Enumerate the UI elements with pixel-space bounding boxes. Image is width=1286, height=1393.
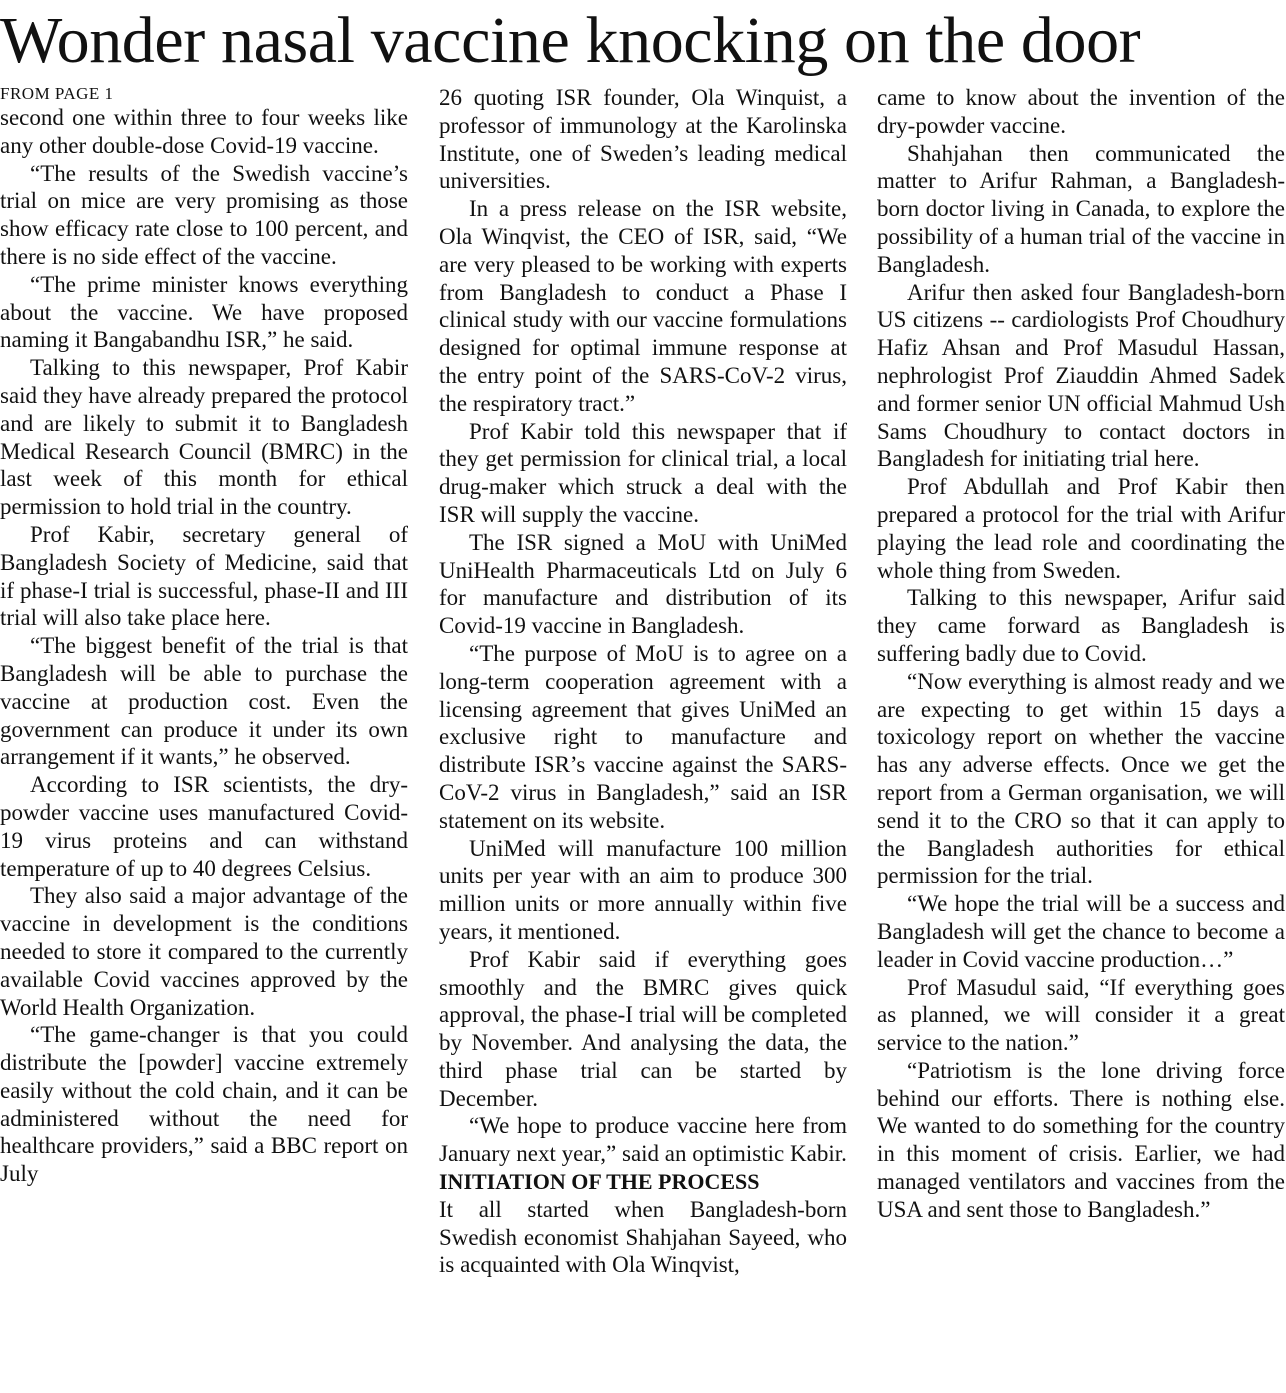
headline: Wonder nasal vaccine knocking on the door [0, 4, 1141, 77]
paragraph: Shahjahan then communicated the matter to Arifur Rahman, a Bangladesh-born doctor living in Canada, to explore the possibility of a human trial of the vaccine in Bangladesh. [877, 140, 1285, 277]
paragraph: second one within three to four weeks like any other double-dose Covid-19 vaccine. [0, 105, 408, 158]
column-3 [877, 84, 1285, 1390]
paragraph: They also said a major advantage of the vaccine in development is the conditions needed to store it compared to the currently available Covid vaccines approved by the World Health Organization. [0, 883, 408, 1020]
paragraph: “The game-changer is that you could distribute the [powder] vaccine extremely easily without the cold chain, and it can be administered without the need for healthcare providers,” said a BBC report on July [0, 1022, 408, 1187]
paragraph: Prof Abdullah and Prof Kabir then prepared a protocol for the trial with Arifur playing the lead role and coordinating the whole thing from Sweden. [877, 474, 1285, 583]
kicker: FROM PAGE 1 [0, 84, 114, 103]
paragraph: “The purpose of MoU is to agree on a long-term cooperation agreement with a licensing agreement that gives UniMed an exclusive right to manufacture and distribute ISR’s vaccine against the SARS-CoV-2 virus in Bangladesh,” said an ISR statement on its website. [439, 640, 847, 833]
paragraph: “Patriotism is the lone driving force behind our efforts. There is nothing else. We wanted to do something for the country in this moment of crisis. Earlier, we had managed ventilators and vaccines from the USA and sent those to Bangladesh.” [877, 1057, 1285, 1222]
paragraph: In a press release on the ISR website, Ola Winqvist, the CEO of ISR, said, “We are very pleased to be working with experts from Bangladesh to conduct a Phase I clinical study with our vaccine formulations designed for optimal immune response at the entry point of the SARS-CoV-2 virus, the respiratory tract.” [439, 196, 847, 416]
paragraph: It all started when Bangladesh-born Swedish economist Shahjahan Sayeed, who is acquainted with Ola Winqvist, [439, 1196, 847, 1278]
paragraph: came to know about the invention of the dry-powder vaccine. [877, 85, 1285, 138]
paragraph: Talking to this newspaper, Prof Kabir said they have already prepared the protocol and are likely to submit it to Bangladesh Medical Research Council (BMRC) in the last week of this month for ethical permission to hold trial in the country. [0, 355, 408, 520]
column-1 [0, 84, 408, 1390]
paragraph: 26 quoting ISR founder, Ola Winquist, a professor of immunology at the Karolinska Institute, one of Sweden’s leading medical universities. [439, 85, 847, 194]
paragraph: Prof Kabir, secretary general of Bangladesh Society of Medicine, said that if phase-I trial is successful, phase-II and III trial will also take place here. [0, 521, 408, 631]
paragraph: Prof Kabir told this newspaper that if they get permission for clinical trial, a local drug-maker which struck a deal with the ISR will supply the vaccine. [439, 418, 847, 527]
paragraph: “The biggest benefit of the trial is that Bangladesh will be able to purchase the vaccine at production cost. Even the government can produce it under its own arrangement if it wants,” he observed. [0, 633, 408, 770]
subheading: INITIATION OF THE PROCESS [439, 1169, 760, 1195]
paragraph: UniMed will manufacture 100 million units per year with an aim to produce 300 million units or more annually within five years, it mentioned. [439, 835, 847, 944]
paragraph: “We hope the trial will be a success and Bangladesh will get the chance to become a leader in Covid vaccine production…” [877, 891, 1285, 972]
paragraph: According to ISR scientists, the dry-powder vaccine uses manufactured Covid-19 virus proteins and can withstand temperature of up to 40 degrees Celsius. [0, 772, 408, 881]
paragraph: “The results of the Swedish vaccine’s trial on mice are very promising as those show efficacy rate close to 100 percent, and there is no side effect of the vaccine. [0, 160, 408, 269]
paragraph: Prof Masudul said, “If everything goes as planned, we will consider it a great service to the nation.” [877, 974, 1285, 1056]
column-2 [439, 84, 847, 1390]
paragraph: The ISR signed a MoU with UniMed UniHealth Pharmaceuticals Ltd on July 6 for manufacture and distribution of its Covid-19 vaccine in Bangladesh. [439, 529, 847, 639]
paragraph: “The prime minister knows everything about the vaccine. We have proposed naming it Bangabandhu ISR,” he said. [0, 271, 408, 353]
paragraph: Arifur then asked four Bangladesh-born US citizens -- cardiologists Prof Choudhury Hafiz Ahsan and Prof Masudul Hassan, nephrologist Prof Ziauddin Ahmed Sadek and former senior UN official Mahmud Ush Sams Choudhury to contact doctors in Bangladesh for initiating trial here. [877, 279, 1285, 472]
paragraph: “Now everything is almost ready and we are expecting to get within 15 days a toxicology report on whether the vaccine has any adverse effects. Once we get the report from a German organisation, we will send it to the CRO so that it can apply to the Bangladesh authorities for ethical permission for the trial. [877, 668, 1285, 889]
paragraph: Talking to this newspaper, Arifur said they came forward as Bangladesh is suffering badly due to Covid. [877, 585, 1285, 666]
paragraph: “We hope to produce vaccine here from January next year,” said an optimistic Kabir. [439, 1113, 847, 1167]
paragraph: Prof Kabir said if everything goes smoothly and the BMRC gives quick approval, the phase-I trial will be completed by November. And analysing the data, the third phase trial can be started by December. [439, 946, 847, 1111]
